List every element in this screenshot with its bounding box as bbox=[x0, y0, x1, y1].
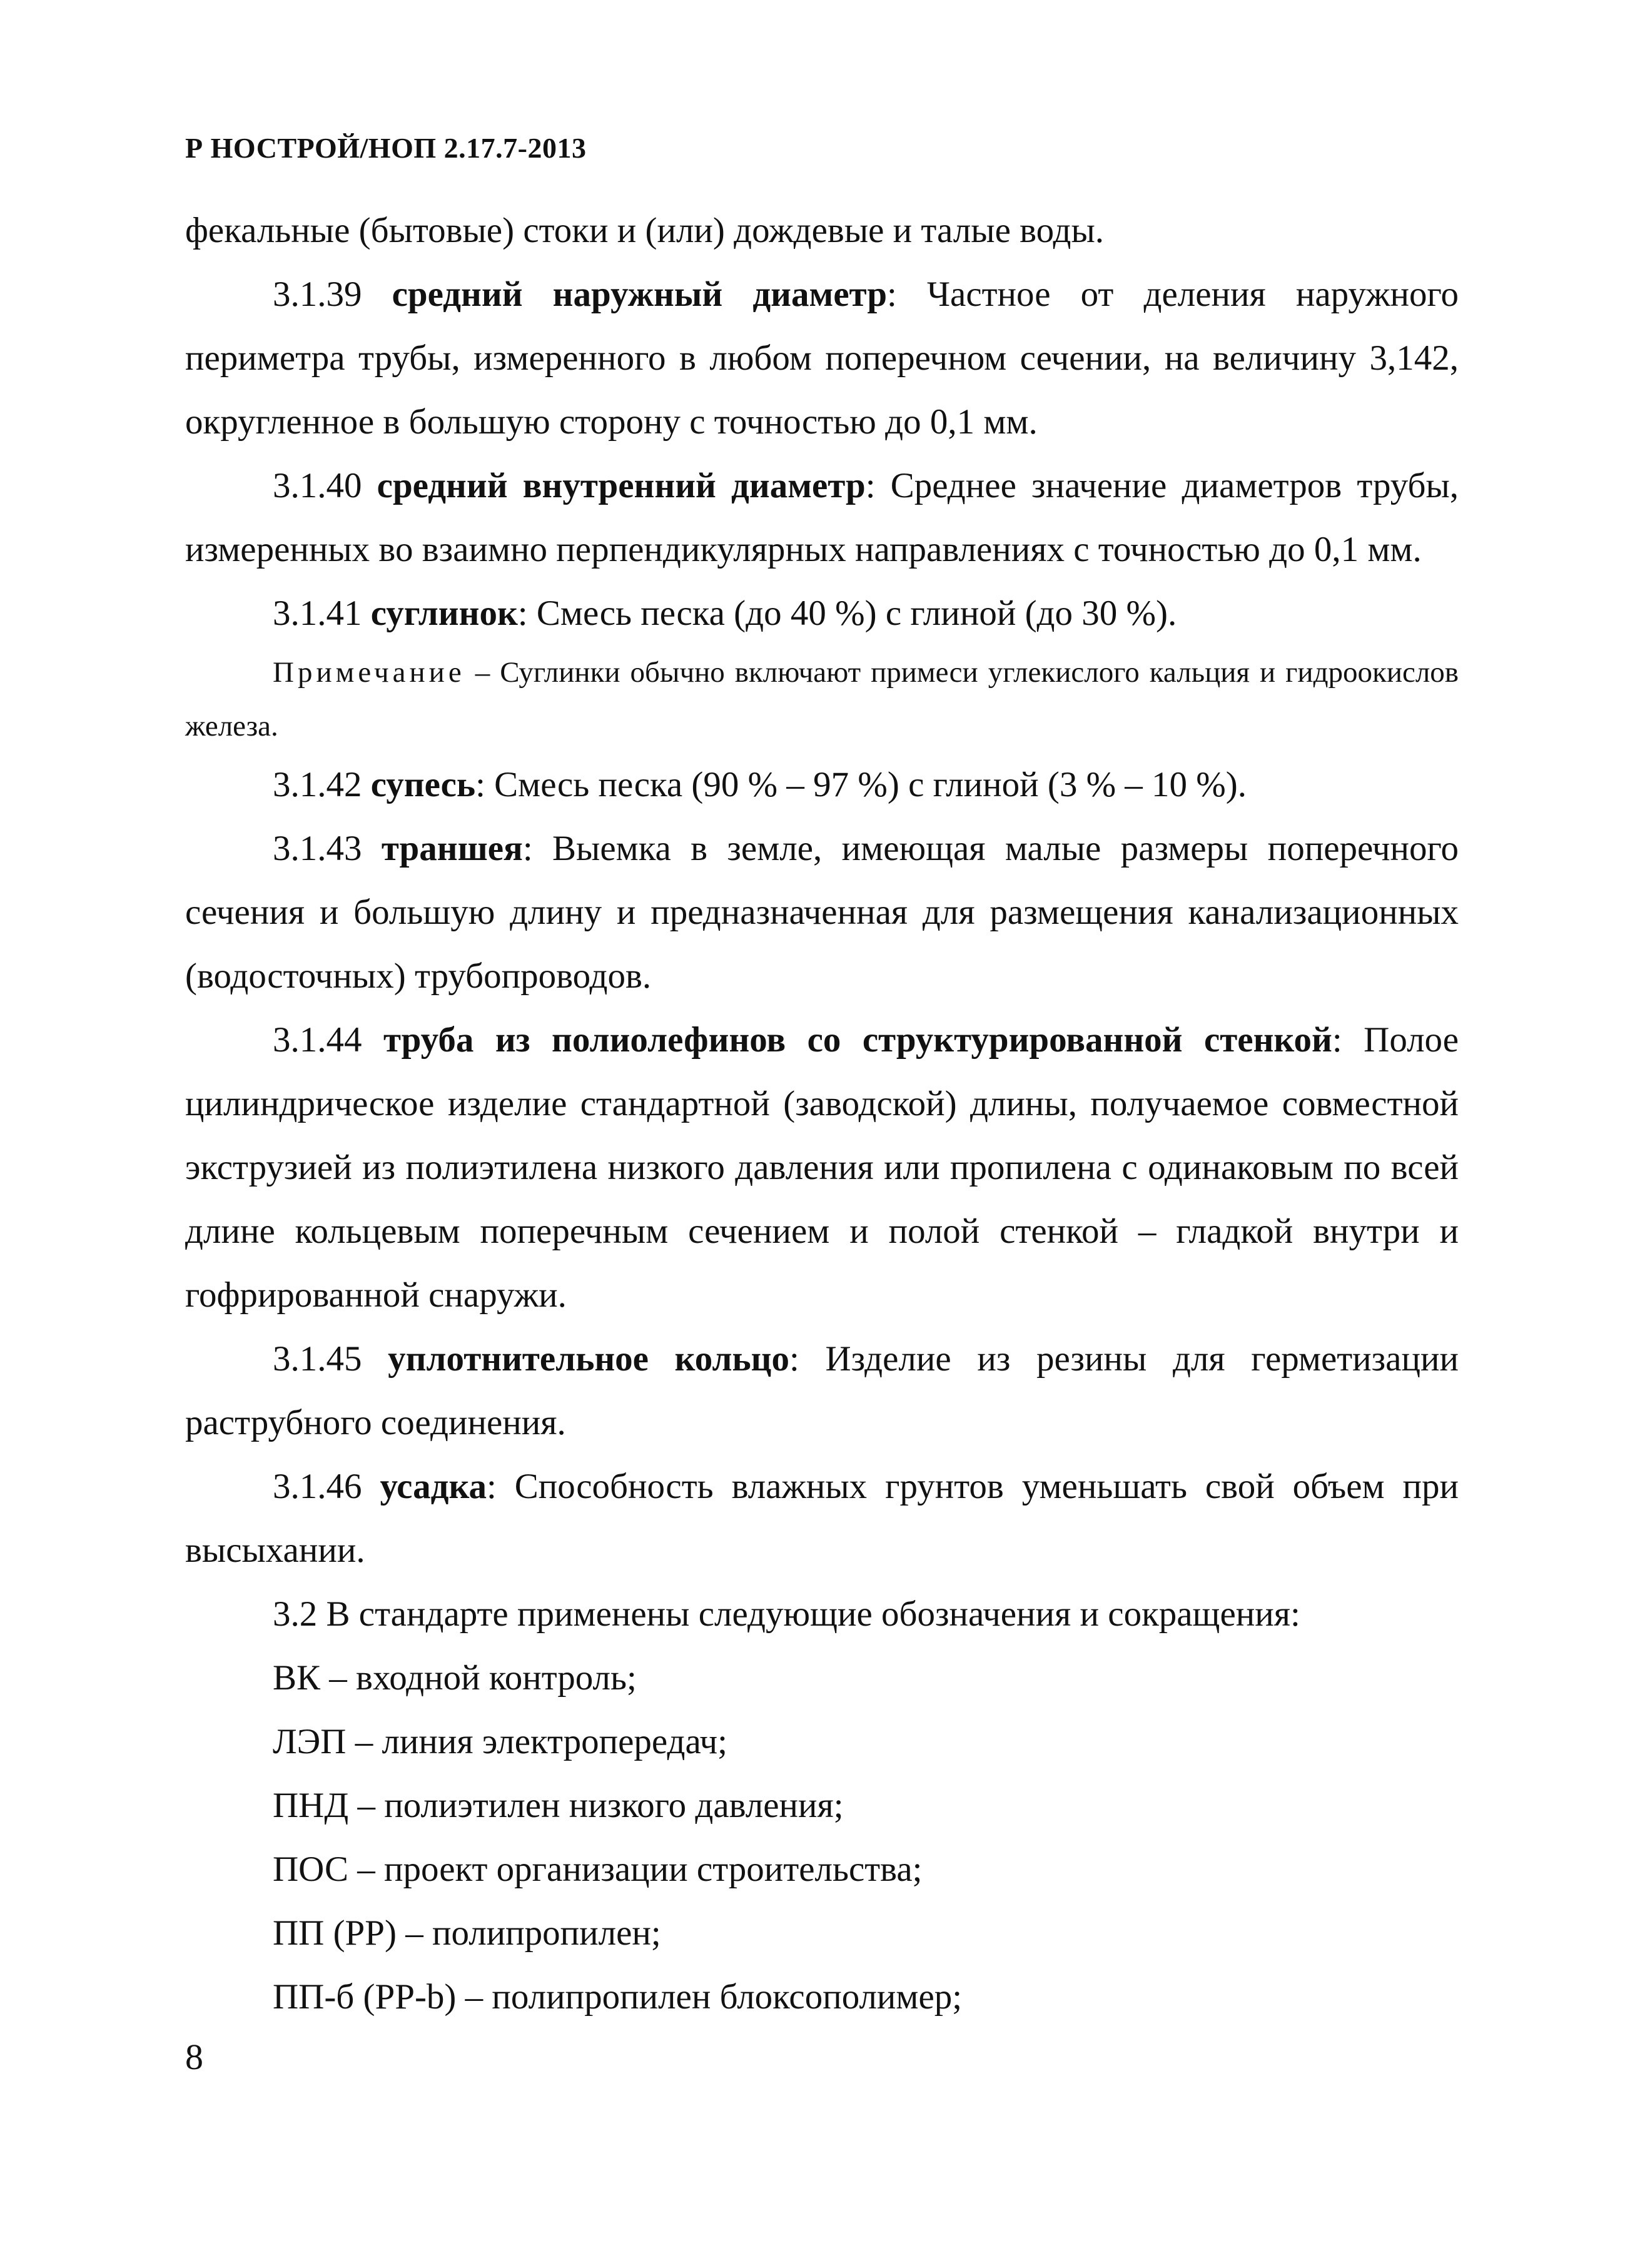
term: уплотнительное кольцо bbox=[388, 1339, 789, 1379]
clause-number: 3.1.40 bbox=[273, 466, 377, 505]
definition-text: : Полое цилиндрическое изделие стандартной (заводской) длины, получаемое совместной экструзией из полиэтилена низкого давления или пропилена с одинаковым по всей длине кольцевым поперечным сечением и полой стенкой – гладкой внутри и гофрированной снаружи. bbox=[185, 1020, 1459, 1315]
note bbox=[185, 645, 1459, 753]
term: средний внутренний диаметр bbox=[377, 466, 866, 505]
page-number: 8 bbox=[185, 2037, 203, 2077]
paragraph-continuation: фекальные (бытовые) стоки и (или) дождевые и талые воды. bbox=[185, 211, 1105, 250]
clause-number: 3.1.41 bbox=[273, 594, 371, 633]
definition-3-1-42 bbox=[185, 753, 1459, 817]
definition-text: : Способность влажных грунтов уменьшать свой объем при высыхании. bbox=[185, 1467, 1459, 1570]
definition-3-1-45 bbox=[185, 1327, 1459, 1455]
abbreviation-item: ПП (PP) – полипропилен; bbox=[273, 1913, 661, 1953]
definition-text: : Изделие из резины для герметизации раструбного соединения. bbox=[185, 1339, 1459, 1442]
clause-number: 3.1.44 bbox=[273, 1020, 383, 1060]
abbreviation-item: ПНД – полиэтилен низкого давления; bbox=[273, 1786, 844, 1825]
clause-number: 3.1.39 bbox=[273, 275, 392, 314]
abbreviation-item: ВК – входной контроль; bbox=[273, 1658, 637, 1698]
term: усадка bbox=[380, 1467, 487, 1506]
clause-number: 3.1.42 bbox=[273, 765, 371, 804]
clause-number: 3.1.46 bbox=[273, 1467, 380, 1506]
abbreviation-item: ЛЭП – линия электропередач; bbox=[273, 1722, 727, 1761]
section-3-2-intro: 3.2 В стандарте применены следующие обозначения и сокращения: bbox=[273, 1594, 1300, 1634]
definition-text: : Смесь песка (до 40 %) с глиной (до 30 %). bbox=[517, 594, 1177, 633]
clause-number: 3.1.43 bbox=[273, 829, 382, 868]
note-text: – Суглинки обычно включают примеси углекислого кальция и гидроокислов железа. bbox=[185, 656, 1459, 742]
definition-text: : Частное от деления наружного периметра трубы, измеренного в любом поперечном сечении, на величину 3,142, округленное в большую сторону с точностью до 0,1 мм. bbox=[185, 275, 1459, 442]
term: средний наружный диаметр bbox=[392, 275, 888, 314]
note-label: Примечание bbox=[273, 656, 465, 689]
definition-3-1-41 bbox=[185, 582, 1459, 645]
document-code-header: Р НОСТРОЙ/НОП 2.17.7-2013 bbox=[185, 132, 587, 164]
definition-text: : Смесь песка (90 % – 97 %) с глиной (3 % – 10 %). bbox=[475, 765, 1247, 804]
term: труба из полиолефинов со структурированной стенкой bbox=[383, 1020, 1332, 1060]
definition-text: : Выемка в земле, имеющая малые размеры поперечного сечения и большую длину и предназначенная для размещения канализационных (водосточных) трубопроводов. bbox=[185, 829, 1459, 996]
term: супесь bbox=[370, 765, 476, 804]
term: траншея bbox=[381, 829, 523, 868]
definition-3-1-44 bbox=[185, 1008, 1459, 1327]
abbreviation-item: ПП-б (PP-b) – полипропилен блоксополимер; bbox=[273, 1977, 963, 2017]
document-body bbox=[185, 199, 1459, 2029]
clause-number: 3.1.45 bbox=[273, 1339, 388, 1379]
definition-text: : Среднее значение диаметров трубы, измеренных во взаимно перпендикулярных направлениях с точностью до 0,1 мм. bbox=[185, 466, 1459, 569]
abbreviation-item: ПОС – проект организации строительства; bbox=[273, 1850, 923, 1889]
definition-3-1-46 bbox=[185, 1455, 1459, 1582]
definition-3-1-40 bbox=[185, 454, 1459, 582]
term: суглинок bbox=[370, 594, 518, 633]
definition-3-1-43 bbox=[185, 817, 1459, 1008]
definition-3-1-39 bbox=[185, 263, 1459, 454]
